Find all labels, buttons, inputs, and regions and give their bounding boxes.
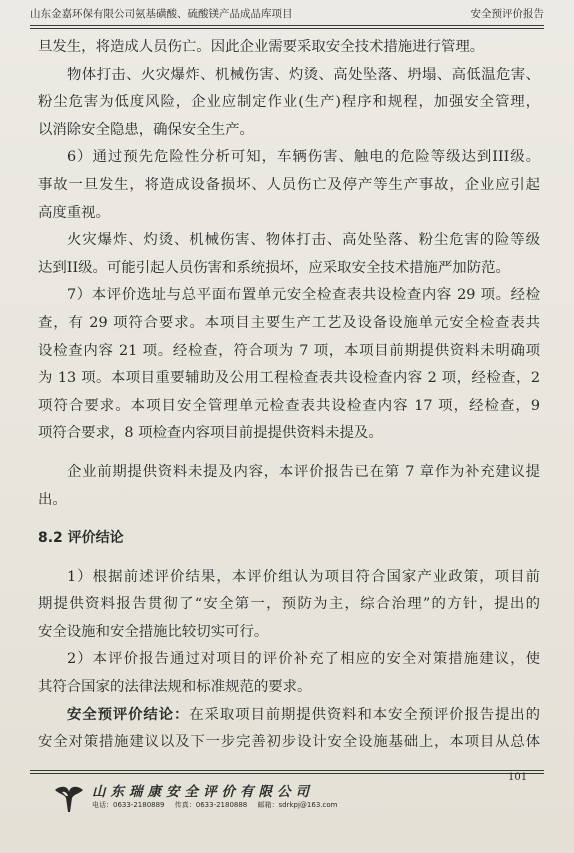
text-line: 企业前期提供资料未提及内容，本评价报告已在第 7 章作为补充建议提 <box>67 463 540 480</box>
text-line: 旦发生，将造成人员伤亡。因此企业需要采取安全技术措施进行管理。 <box>38 39 485 55</box>
header-project-title: 山东金嘉环保有限公司氨基磺酸、硫酸镁产品成品库项目 <box>30 8 293 20</box>
page-header <box>30 4 544 24</box>
text-line: 查，有 29 项符合要求。本项目主要生产工艺及设备设施单元安全检查表共 <box>38 314 540 331</box>
text-line: 6）通过预先危险性分析可知，车辆伤害、触电的危险等级达到III级。 <box>67 149 540 166</box>
text-line: 项符合要求，8 项检查内容项目前提提供资料未提及。 <box>38 425 383 442</box>
footer-company-name: 山东瑞康安全评价有限公司 <box>92 784 314 800</box>
text-line <box>38 702 540 730</box>
text-line: 期提供资料报告贯彻了“安全第一，预防为主，综合治理”的方针，提出的 <box>38 596 540 613</box>
text-line: 事故一旦发生，将造成设备损坏、人员伤亡及停产等生产事故，企业应引起 <box>38 176 540 193</box>
text-line: 7）本评价选址与总平面布置单元安全检查表共设检查内容 29 项。经检 <box>67 287 540 304</box>
body-text <box>38 34 540 757</box>
text-line: 项符合要求。本项目安全管理单元检查表共设检查内容 17 项，经检查，9 <box>38 397 540 414</box>
text-line: 以消除安全隐患，确保安全生产。 <box>38 121 254 138</box>
text-line: 安全设施和安全措施比较切实可行。 <box>38 623 269 640</box>
text-line: 2）本评价报告通过对项目的评价补充了相应的安全对策措施建议，使 <box>67 651 540 668</box>
conclusion-label: 安全预评价结论： <box>67 706 190 723</box>
paragraph-gap <box>38 514 540 525</box>
company-logo-icon <box>52 782 86 816</box>
text-line: 其符合国家的法律法规和标准规范的要求。 <box>38 679 312 696</box>
text-line: 高度重视。 <box>38 204 110 221</box>
conclusion-text: 在采取项目前期提供资料和本安全预评价报告提出的 <box>189 706 540 723</box>
footer-contact <box>92 800 345 810</box>
text-line: 1）根据前述评价结果，本评价组认为项目符合国家产业政策，项目前 <box>67 568 540 585</box>
text-line: 出。 <box>38 491 67 508</box>
header-rule <box>30 25 544 26</box>
text-line: 火灾爆炸、灼烫、机械伤害、物体打击、高处坠落、粉尘危害的险等级 <box>67 232 540 249</box>
paragraph-gap <box>38 448 540 459</box>
text-line: 安全对策措施建议以及下一步完善初步设计安全设施基础上，本项目从总体 <box>38 734 540 751</box>
text-line: 粉尘危害为低度风险，企业应制定作业(生产)程序和规程，加强安全管理， <box>38 94 540 111</box>
text-line: 物体打击、火灾爆炸、机械伤害、灼烫、高处坠落、坍塌、高低温危害、 <box>67 66 540 83</box>
header-report-type: 安全预评价报告 <box>470 8 544 20</box>
page-number: 101 <box>508 772 528 783</box>
text-line: 为 13 项。本项目重要辅助及公用工程检查表共设检查内容 2 项，经检查，2 <box>38 370 540 387</box>
footer-email: 邮箱：sdrkpj@163.com <box>257 801 338 809</box>
footer-rule-thin <box>30 773 544 774</box>
footer-fax: 传真：0633-2180888 <box>174 801 248 809</box>
text-line: 达到II级。可能引起人员伤害和系统损坏，应采取安全技术措施严加防范。 <box>38 259 510 276</box>
paragraph-gap <box>38 553 540 564</box>
footer-rule <box>30 770 544 771</box>
section-heading: 8.2 评价结论 <box>38 530 124 547</box>
text-line: 设检查内容 21 项。经检查，符合项为 7 项，本项目前期提供资料未明确项 <box>38 342 540 359</box>
footer-phone: 电话：0633-2180889 <box>92 801 165 809</box>
header-rule-thin <box>30 28 544 29</box>
